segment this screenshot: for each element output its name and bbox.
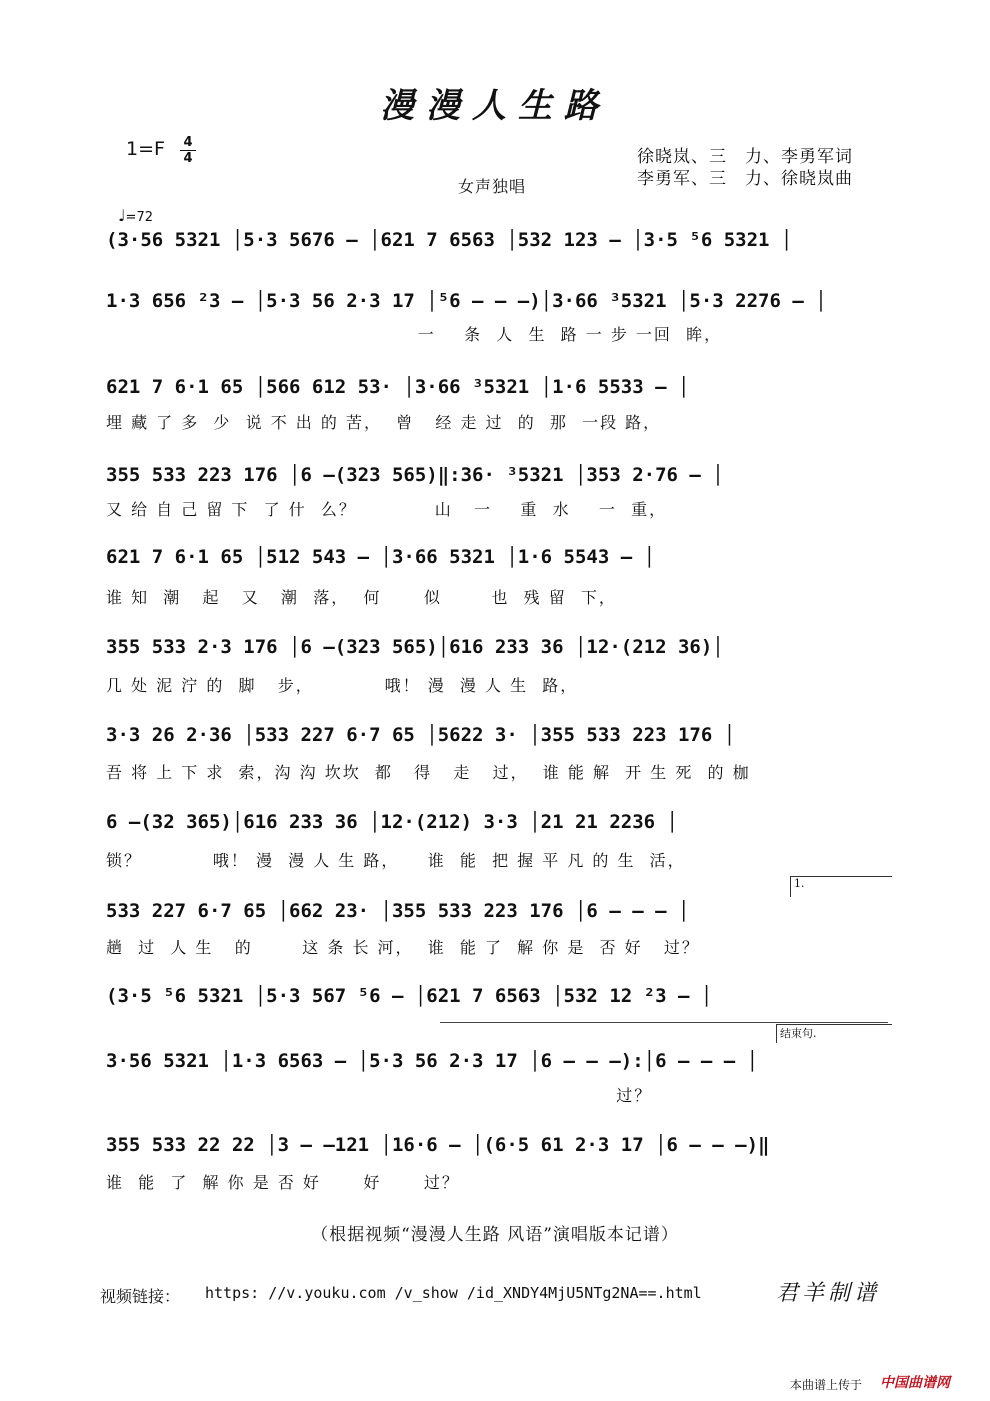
- notation-row-1: (3·56 5321 │5·3 5676 – │621 7 6563 │532 123 – │3·5 ⁵6 5321 │: [106, 229, 793, 251]
- lyrics-row-4: 又 给 自 己 留 下 了 什 么？ 山 一 重 水 一 重，: [106, 500, 668, 519]
- lyricist-credit: 徐晓岚、三 力、李勇军词: [637, 147, 853, 167]
- time-signature-top: 4: [183, 135, 193, 150]
- lyrics-row-7: 吾 将 上 下 求 索，沟 沟 坎坎 都 得 走 过， 谁 能 解 开 生 死 的 枷: [106, 763, 751, 782]
- key-signature: 1=F: [126, 138, 165, 160]
- notation-row-10: (3·5 ⁵6 5321 │5·3 567 ⁵6 – │621 7 6563 │532 12 ²3 – │: [106, 985, 713, 1007]
- transcriber-signature: 君羊制谱: [776, 1281, 881, 1306]
- second-ending-volta: 结束句.: [776, 1024, 892, 1043]
- lyrics-row-12: 谁 能 了 解 你 是 否 好 好 过？: [106, 1173, 460, 1192]
- notation-row-12: 355 533 22 22 │3 – –121 │16·6 – │(6·5 61 2·3 17 │6 – – –)‖: [106, 1134, 770, 1156]
- time-signature: [180, 136, 196, 165]
- notation-row-4: 355 533 223 176 │6 –(323 565)‖:36· ³5321 │353 2·76 – │: [106, 464, 724, 486]
- composer-credit: 李勇军、三 力、徐晓岚曲: [637, 169, 853, 189]
- lyrics-row-5: 谁 知 潮 起 又 潮 落， 何 似 也 残 留 下，: [106, 588, 617, 607]
- tempo-value: =72: [125, 210, 153, 225]
- lyrics-row-8: 锁？ 哦！ 漫 漫 人 生 路， 谁 能 把 握 平 凡 的 生 活，: [106, 851, 686, 870]
- lyrics-row-2: 一 条 人 生 路 一 步 一回 眸，: [106, 325, 723, 344]
- ending-bracket-line: [440, 1022, 888, 1023]
- time-signature-bottom: 4: [183, 151, 193, 166]
- notation-row-7: 3·3 26 2·36 │533 227 6·7 65 │5622 3· │355 533 223 176 │: [106, 724, 736, 746]
- video-link-url[interactable]: https: //v.youku.com /v_show /id_XNDY4MjU5NTg2NA==.html: [205, 1284, 702, 1302]
- notation-row-6: 355 533 2·3 176 │6 –(323 565)│616 233 36 │12·(212 36)│: [106, 636, 724, 658]
- source-note: （根据视频“漫漫人生路 风语”演唱版本记谱）: [311, 1225, 679, 1245]
- quarter-note-icon: ♩: [118, 206, 126, 225]
- notation-row-3: 621 7 6·1 65 │566 612 53· │3·66 ³5321 │1·6 5533 – │: [106, 376, 690, 398]
- notation-row-5: 621 7 6·1 65 │512 543 – │3·66 5321 │1·6 5543 – │: [106, 546, 656, 568]
- lyrics-row-11: 过？: [106, 1086, 653, 1105]
- performer-label: 女声独唱: [458, 177, 527, 196]
- page-title: 漫漫人生路: [380, 86, 610, 126]
- upload-note: 本曲谱上传于: [790, 1378, 863, 1392]
- video-link-label: 视频链接：: [100, 1287, 181, 1306]
- notation-row-2: 1·3 656 ²3 – │5·3 56 2·3 17 │⁵6 – – –)│3·66 ³5321 │5·3 2276 – │: [106, 290, 827, 312]
- lyrics-row-9: 趟 过 人 生 的 这 条 长 河， 谁 能 了 解 你 是 否 好 过？: [106, 938, 700, 957]
- site-logo[interactable]: 中国曲谱网: [880, 1375, 950, 1391]
- tempo-marking: [118, 206, 153, 225]
- first-ending-volta: 1.: [790, 876, 892, 897]
- notation-row-11: 3·56 5321 │1·3 6563 – │5·3 56 2·3 17 │6 – – –):│6 – – – │: [106, 1050, 759, 1072]
- lyrics-row-6: 几 处 泥 泞 的 脚 步， 哦！ 漫 漫 人 生 路，: [106, 676, 579, 695]
- lyrics-row-3: 埋 藏 了 多 少 说 不 出 的 苦， 曾 经 走 过 的 那 一段 路，: [106, 413, 662, 432]
- notation-row-9: 533 227 6·7 65 │662 23· │355 533 223 176 │6 – – – │: [106, 900, 690, 922]
- notation-row-8: 6 –(32 365)│616 233 36 │12·(212) 3·3 │21 21 2236 │: [106, 811, 678, 833]
